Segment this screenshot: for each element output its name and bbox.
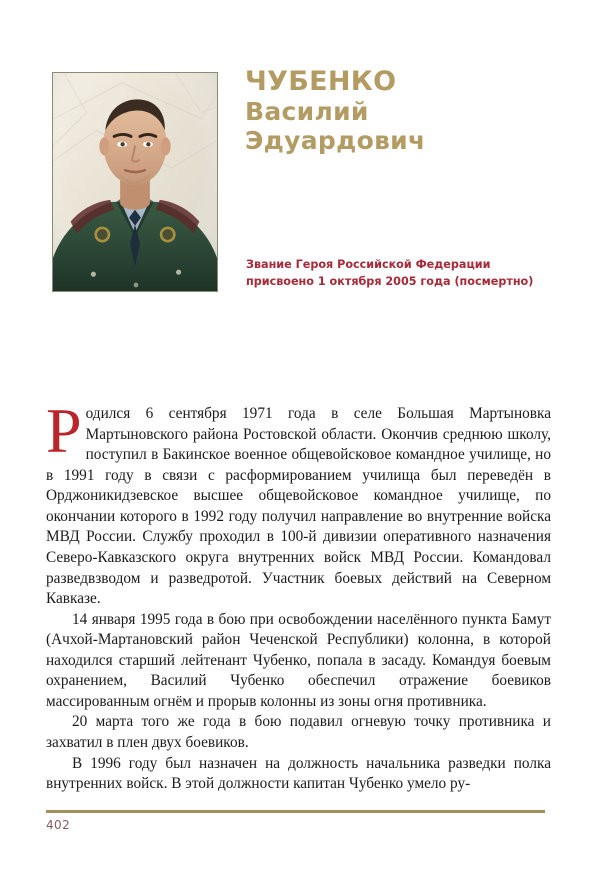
paragraph-3: 20 марта того же года в бою подавил огневую точку противника и захватил в плен двух боевиков. (46, 713, 551, 751)
patronymic: Эдуардович (245, 126, 426, 156)
paragraph-1-text: одился 6 сентября 1971 года в селе Большая Мартыновка Мартыновского района Ростовской области. Окончив среднюю школу, поступил в Бакинское военное общевойсковое командное училище, но в 1991 году в связи с расформированием училища был переведён в Орджоникидзевское высшее общевойсковое командное училище, по окончании которого в 1992 году получил направление во внутренние войска МВД России. Службу проходил в 100-й дивизии оперативного назначения Северо-Кавказского округа внутренних войск МВД России. Командовал разведвзводом и разведротой. Участник боевых действий на Северном Кавказе. (46, 405, 551, 608)
first-name: Василий (245, 97, 369, 127)
page-header (0, 0, 600, 300)
surname: ЧУБЕНКО (245, 66, 397, 97)
award-citation (246, 256, 556, 291)
page-number: 402 (46, 818, 71, 832)
award-line-2: присвоено 1 октября 2005 года (посмертно) (246, 275, 534, 289)
footer-divider (46, 810, 545, 813)
paragraph-1 (46, 395, 551, 610)
portrait-photo (52, 72, 218, 292)
portrait-illustration (53, 73, 217, 291)
body-text (46, 395, 551, 795)
drop-cap: Р (46, 395, 82, 466)
paragraph-2: 14 января 1995 года в бою при освобождении населённого пункта Бамут (Ачхой-Мартановский район Чеченской Республики) колонна, в которой находился старший лейтенант Чубенко, попала в засаду. Командуя боевым охранением, Василий Чубенко обеспечил отражение боевиков массированным огнём и прорыв колонны из зоны огня противника. (46, 610, 551, 710)
subject-name (245, 66, 565, 155)
award-line-1: Звание Героя Российской Федерации (246, 258, 491, 271)
paragraph-4: В 1996 году был назначен на должность начальника разведки полка внутренних войск. В этой должности капитан Чубенко умело ру- (46, 754, 551, 793)
